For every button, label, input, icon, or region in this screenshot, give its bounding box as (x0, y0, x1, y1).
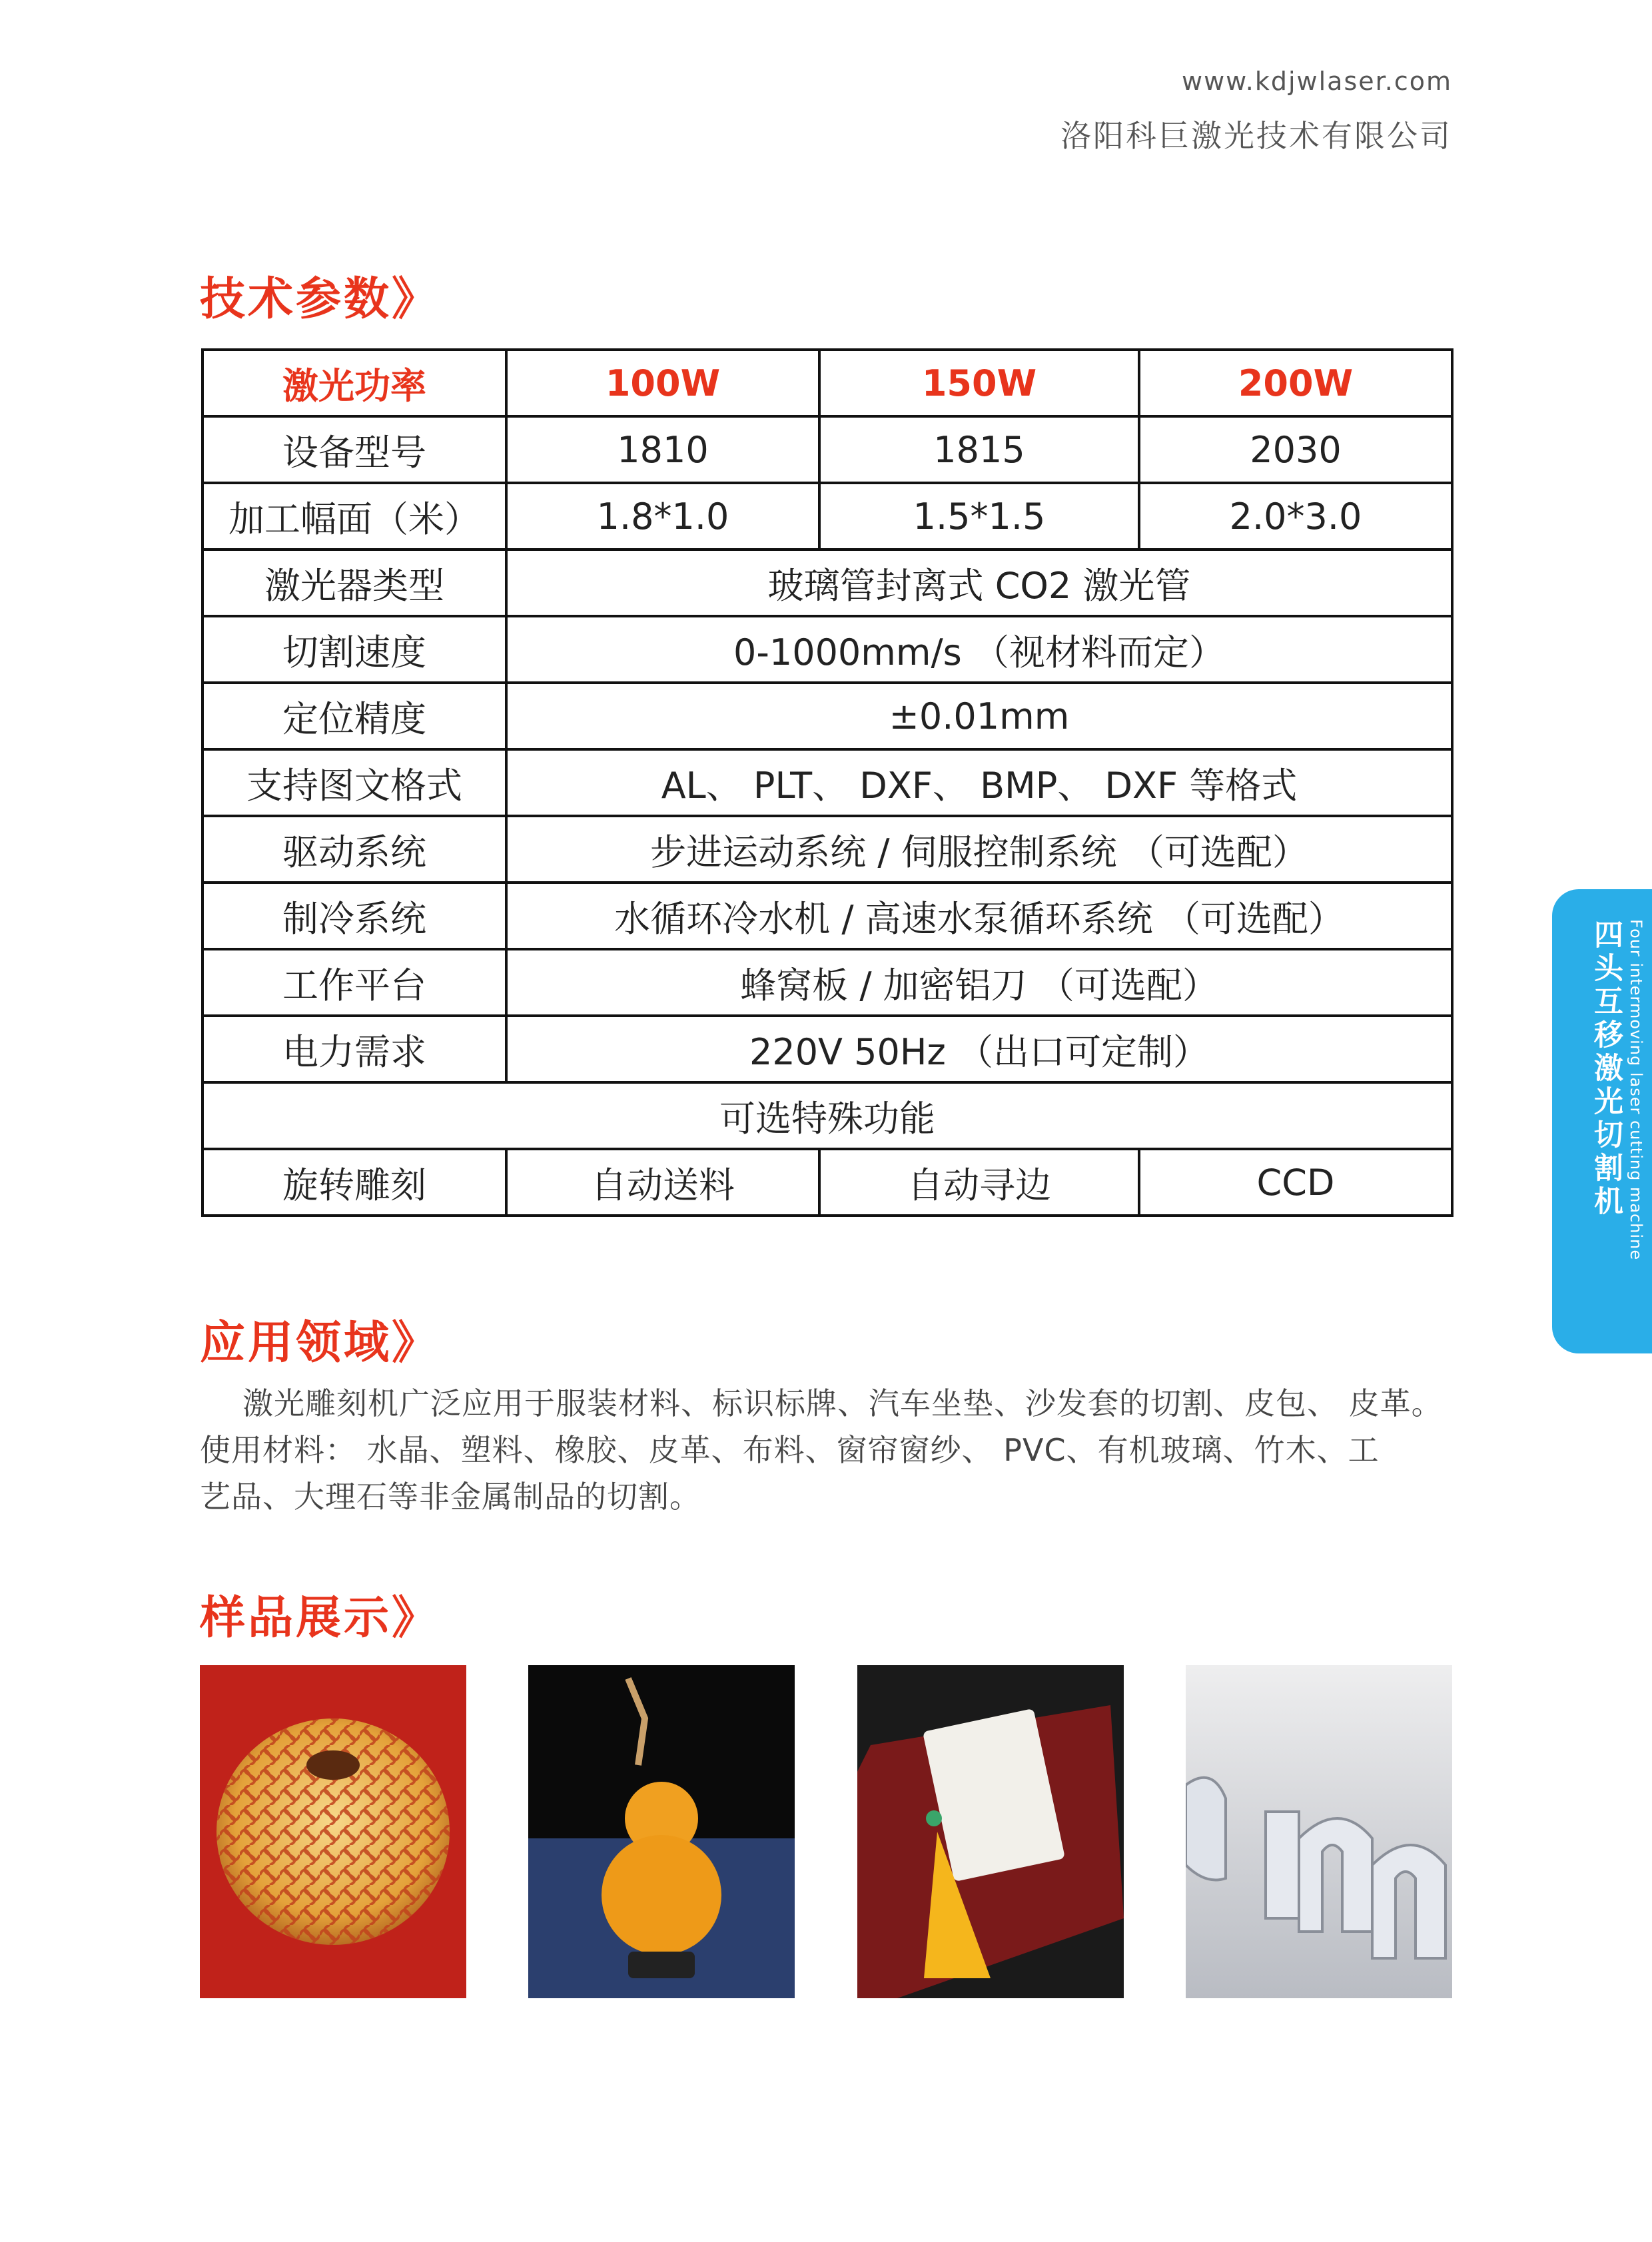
power-100w: 100W (506, 350, 819, 416)
optional-item: 旋转雕刻 (203, 1149, 506, 1216)
row-label: 支持图文格式 (203, 749, 506, 816)
row-label: 激光器类型 (203, 550, 506, 616)
table-row-cooling (203, 883, 1452, 949)
header-company: 洛阳科巨激光技术有限公司 (1060, 118, 1452, 154)
side-tab (1552, 889, 1652, 1353)
row-value: ±0.01mm (506, 683, 1452, 749)
area-label: 加工幅面（米） (203, 483, 506, 550)
model-1: 1810 (506, 416, 819, 483)
row-label: 工作平台 (203, 949, 506, 1016)
table-row-precision (203, 683, 1452, 749)
row-value: 玻璃管封离式 CO2 激光管 (506, 550, 1452, 616)
model-label: 设备型号 (203, 416, 506, 483)
optional-item: 自动送料 (506, 1149, 819, 1216)
power-label: 激光功率 (203, 350, 506, 416)
row-value: 步进运动系统 / 伺服控制系统 （可选配） (506, 816, 1452, 883)
table-row-formats (203, 749, 1452, 816)
table-row-laser-type (203, 550, 1452, 616)
side-tab-title: 四头互移激光切割机 (1589, 919, 1623, 1219)
optional-item: 自动寻边 (819, 1149, 1139, 1216)
samples-section-title: 样品展示》 (200, 1592, 440, 1645)
row-label: 制冷系统 (203, 883, 506, 949)
table-row-platform (203, 949, 1452, 1016)
sample-image-apple (200, 1665, 466, 1998)
model-3: 2030 (1139, 416, 1452, 483)
application-text (200, 1380, 1465, 1520)
optional-item: CCD (1139, 1149, 1452, 1216)
table-row-power (203, 350, 1452, 416)
row-label: 驱动系统 (203, 816, 506, 883)
application-section-title: 应用领域》 (200, 1317, 440, 1369)
application-line: 艺品、大理石等非金属制品的切割。 (200, 1479, 701, 1515)
row-label: 电力需求 (203, 1016, 506, 1082)
area-3: 2.0*3.0 (1139, 483, 1452, 550)
sample-image-gourd (528, 1665, 795, 1998)
row-label: 定位精度 (203, 683, 506, 749)
table-row-area (203, 483, 1452, 550)
model-2: 1815 (819, 416, 1139, 483)
spec-table (201, 348, 1453, 1217)
table-row-speed (203, 616, 1452, 683)
table-row-optional-items (203, 1149, 1452, 1216)
power-150w: 150W (819, 350, 1139, 416)
sample-image-seal (857, 1665, 1124, 1998)
row-label: 切割速度 (203, 616, 506, 683)
power-200w: 200W (1139, 350, 1452, 416)
row-value: 蜂窝板 / 加密铝刀 （可选配） (506, 949, 1452, 1016)
table-row-model (203, 416, 1452, 483)
row-value: 水循环冷水机 / 高速水泵循环系统 （可选配） (506, 883, 1452, 949)
application-line: 激光雕刻机广泛应用于服装材料、标识标牌、汽车坐垫、沙发套的切割、皮包、 皮革。 (242, 1385, 1443, 1421)
params-section-title: 技术参数》 (200, 273, 440, 326)
area-2: 1.5*1.5 (819, 483, 1139, 550)
application-line: 使用材料： 水晶、塑料、橡胶、皮革、布料、窗帘窗纱、 PVC、有机玻璃、竹木、工 (200, 1432, 1380, 1468)
area-1: 1.8*1.0 (506, 483, 819, 550)
table-row-drive (203, 816, 1452, 883)
side-tab-subtitle: Four intermoving laser cutting machine (1627, 919, 1645, 1261)
table-row-optional-header (203, 1082, 1452, 1149)
table-row-power-supply (203, 1016, 1452, 1082)
optional-header: 可选特殊功能 (203, 1082, 1452, 1149)
sample-image-acrylic (1186, 1665, 1452, 1998)
row-value: AL、 PLT、 DXF、 BMP、 DXF 等格式 (506, 749, 1452, 816)
header-url: www.kdjwlaser.com (1182, 67, 1452, 96)
row-value: 220V 50Hz （出口可定制） (506, 1016, 1452, 1082)
row-value: 0-1000mm/s （视材料而定） (506, 616, 1452, 683)
